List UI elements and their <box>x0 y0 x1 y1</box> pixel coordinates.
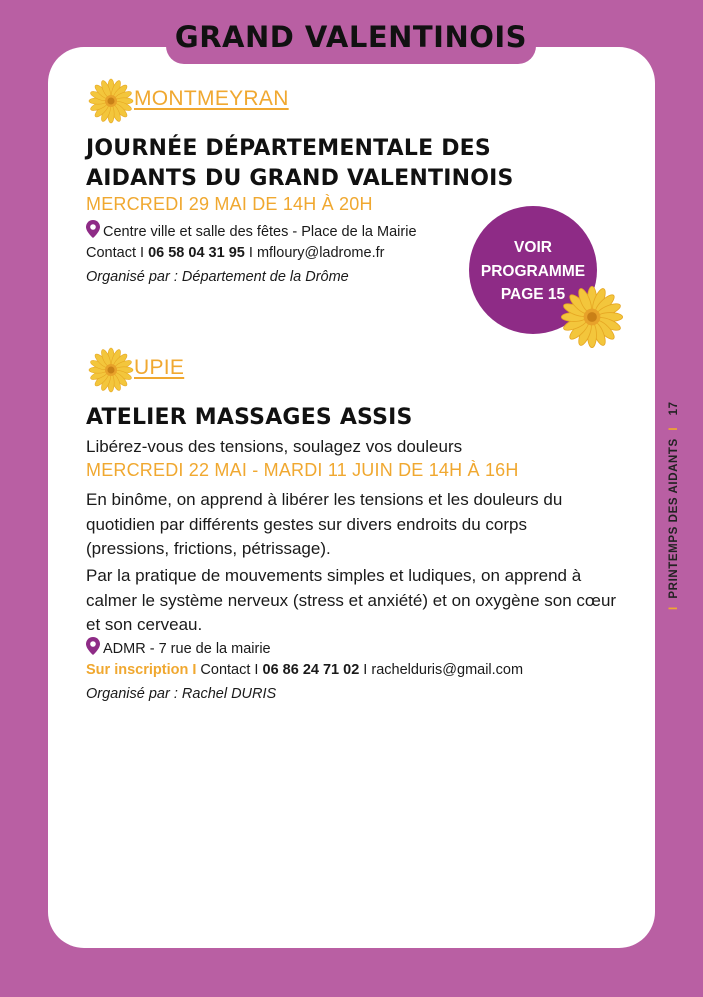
badge-line1: VOIR <box>514 239 552 256</box>
event1-phone[interactable]: 06 58 04 31 95 <box>148 245 245 261</box>
event1-location-text: Centre ville et salle des fêtes - Place de la Mairie <box>103 224 417 240</box>
badge-line2: PROGRAMME <box>480 262 586 280</box>
event2-contact: Sur inscription I Contact I 06 86 24 71 02 I rachelduris@gmail.com <box>86 662 524 678</box>
header-tab <box>166 14 536 64</box>
event2-date: MERCREDI 22 MAI - MARDI 11 JUIN DE 14H À 16H <box>86 460 519 480</box>
page-number: 17 <box>668 401 680 416</box>
side-section-label: I PRINTEMPS DES AIDANTS I 17 <box>668 401 680 610</box>
event2-organizer: Organisé par : Rachel DURIS <box>86 686 277 702</box>
event1-location <box>86 220 417 240</box>
event2-paragraph1: En binôme, on apprend à libérer les tensions et les douleurs du quotidien par différents gestes sur divers endroits du corps (pressions, frictions, pétrissage). <box>86 490 563 558</box>
side-label-text: PRINTEMPS DES AIDANTS <box>668 438 680 599</box>
town-upie-link[interactable]: UPIE <box>134 356 185 379</box>
event2-phone[interactable]: 06 86 24 71 02 <box>262 662 360 678</box>
event1-date: MERCREDI 29 MAI DE 14H À 20H <box>86 194 373 214</box>
event2-subtitle: Libérez-vous des tensions, soulagez vos douleurs <box>86 437 463 456</box>
event1-title-line2: AIDANTS DU GRAND VALENTINOIS <box>86 166 514 191</box>
event2-email[interactable]: rachelduris@gmail.com <box>371 662 524 678</box>
location-pin-icon <box>86 637 100 655</box>
page-title: GRAND VALENTINOIS <box>174 20 528 54</box>
event1-contact: Contact I 06 58 04 31 95 I mfloury@ladrome.fr <box>86 245 385 261</box>
event1-title-line1: JOURNÉE DÉPARTEMENTALE DES <box>86 136 491 161</box>
contact-label: Contact <box>86 245 136 261</box>
location-pin-icon <box>86 220 100 238</box>
event2-location <box>86 637 271 657</box>
event2-title: ATELIER MASSAGES ASSIS <box>86 405 413 430</box>
flower-icon <box>88 78 134 124</box>
registration-label: Sur inscription <box>86 662 189 678</box>
town-montmeyran-link[interactable]: MONTMEYRAN <box>134 87 289 110</box>
flower-icon <box>560 285 624 349</box>
flower-icon <box>88 347 134 393</box>
event1-organizer: Organisé par : Département de la Drôme <box>86 269 349 285</box>
event2-location-text: ADMR - 7 rue de la mairie <box>103 641 271 657</box>
event1-email[interactable]: mfloury@ladrome.fr <box>256 245 385 261</box>
event2-paragraph2: Par la pratique de mouvements simples et ludiques, on apprend à calmer le système nerveux (stress et anxiété) et on oxygène son cœur et son cerveau. <box>86 566 617 634</box>
contact-label: Contact <box>200 662 251 678</box>
badge-line3: PAGE 15 <box>500 286 566 303</box>
